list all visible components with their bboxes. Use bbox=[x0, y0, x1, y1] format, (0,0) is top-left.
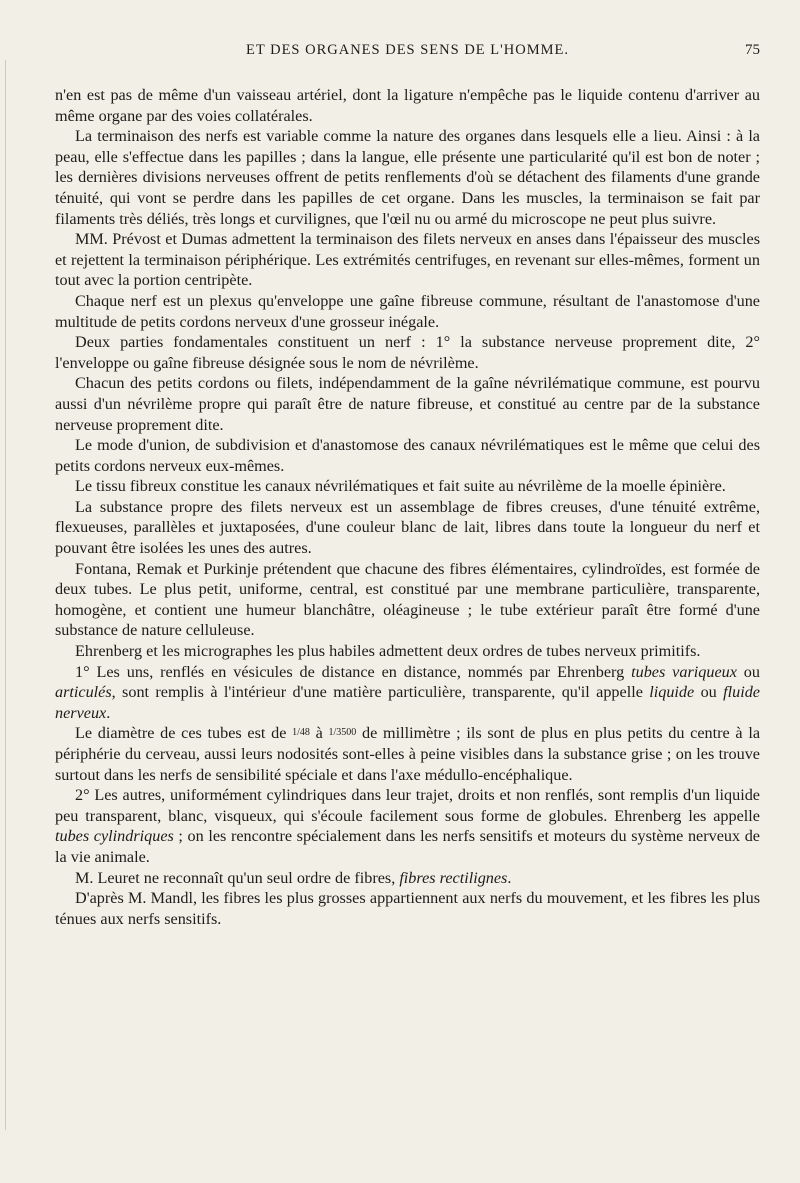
text-run: 2° Les autres, uniformément cylindriques dans leur trajet, droits et non renflés, sont remplis d'un liquide peu transparent, blanc, visqueux, qui s'écoule facilement sous forme de globules. Ehrenberg les appelle bbox=[55, 786, 760, 825]
paragraph: MM. Prévost et Dumas admettent la terminaison des filets nerveux en anses dans l'épaisseur des muscles et rejettent la terminaison périphérique. Les extrémités centrifuges, en revenant sur elles-mêmes, forment un tout avec la portion centripète. bbox=[55, 230, 760, 290]
italic-term: articulés bbox=[55, 683, 112, 702]
text-run: ou bbox=[736, 662, 760, 681]
paragraph-diametre bbox=[55, 723, 760, 785]
page-edge-shadow bbox=[5, 60, 6, 1130]
paragraph: Chacun des petits cordons ou filets, indépendamment de la gaîne névrilématique commune, est pourvu aussi d'un névrilème propre qui paraît être de nature fibreuse, et constitué au centre par de la substance nerveuse proprement dite. bbox=[55, 374, 760, 434]
italic-term: fibres rectilignes bbox=[399, 868, 508, 887]
fraction: 1/3500 bbox=[328, 727, 357, 739]
paragraph: Fontana, Remak et Purkinje prétendent que chacune des fibres élémentaires, cylindroïdes, est formée de deux tubes. Le plus petit, uniforme, central, est constitué par une membrane particulière, transparente, homogène, et contient une humeur blanchâtre, oléagineuse ; le tube extérieur paraît être formé d'une substance de nature celluleuse. bbox=[55, 559, 760, 640]
paragraph-leuret bbox=[55, 868, 760, 889]
text-run: . bbox=[106, 703, 111, 722]
fraction: 1/48 bbox=[292, 727, 310, 739]
paragraph: n'en est pas de même d'un vaisseau artériel, dont la ligature n'empêche pas le liquide contenu d'arriver au même organe par des voies collatérales. bbox=[55, 86, 760, 125]
text-run: ou bbox=[694, 683, 724, 702]
italic-term: fluide nerveux bbox=[55, 683, 760, 722]
paragraph: La terminaison des nerfs est variable comme la nature des organes dans lesquels elle a lieu. Ainsi : à la peau, elle s'effectue dans les papilles ; dans la langue, elle présente une particularité qu'il est bon de noter ; les dernières divisions nerveuses offrent de petits renflements d'où se détachent des filaments d'une grande ténuité, qui vont se perdre dans les papilles de cet organe. Dans les muscles, la terminaison se fait par filaments très déliés, très longs et curvilignes, que l'œil nu ou armé du microscope ne peut plus suivre. bbox=[55, 127, 760, 228]
italic-term: tubes variqueux bbox=[631, 662, 737, 681]
text-run: à bbox=[309, 724, 329, 743]
paragraph-tubes-cylindriques bbox=[55, 785, 760, 867]
text-run: M. Leuret ne reconnaît qu'un seul ordre de fibres, bbox=[75, 868, 400, 887]
italic-term: tubes cylindriques bbox=[55, 827, 174, 846]
page-number: 75 bbox=[745, 42, 760, 58]
text-run: 1° Les uns, renflés en vésicules de distance en distance, nommés par Ehrenberg bbox=[75, 662, 632, 681]
italic-term: liquide bbox=[649, 683, 695, 702]
paragraph: Ehrenberg et les micrographes les plus habiles admettent deux ordres de tubes nerveux primitifs. bbox=[75, 642, 701, 661]
paragraph-mandl: D'après M. Mandl, les fibres les plus grosses appartiennent aux nerfs du mouvement, et les fibres les plus ténues aux nerfs sensitifs. bbox=[55, 889, 760, 928]
paragraph: La substance propre des filets nerveux est un assemblage de fibres creuses, d'une ténuité extrême, flexueuses, parallèles et juxtaposées, d'une couleur blanc de lait, libres dans toute la longueur du nerf et pouvant être isolées les unes des autres. bbox=[55, 497, 760, 558]
paragraph: Deux parties fondamentales constituent un nerf : 1° la substance nerveuse proprement dite, 2° l'enveloppe ou gaîne fibreuse désignée sous le nom de névrilème. bbox=[55, 333, 760, 372]
text-run: . bbox=[507, 868, 512, 887]
running-head: ET DES ORGANES DES SENS DE L'HOMME. bbox=[246, 42, 569, 58]
paragraph: Le mode d'union, de subdivision et d'anastomose des canaux névrilématiques est le même que celui des petits cordons nerveux eux-mêmes. bbox=[55, 436, 760, 475]
page-header bbox=[55, 42, 760, 66]
paragraph: Chaque nerf est un plexus qu'enveloppe une gaîne fibreuse commune, résultant de l'anastomose d'une multitude de petits cordons nerveux d'une grosseur inégale. bbox=[55, 291, 760, 331]
text-run: Le diamètre de ces tubes est de bbox=[75, 724, 293, 743]
paragraph-tubes-variqueux bbox=[55, 662, 760, 724]
paragraph: Le tissu fibreux constitue les canaux névrilématiques et fait suite au névrilème de la moelle épinière. bbox=[75, 477, 726, 496]
text-run: de millimètre ; ils sont de plus en plus petits du centre à la périphérie du cerveau, aussi leurs nodosités sont-elles à peine visibles dans la substance grise ; on les trouve surtout dans les nerfs de sensibilité spéciale et dans l'axe médullo-encéphalique. bbox=[55, 724, 761, 784]
body-text bbox=[55, 85, 760, 929]
text-run: , sont remplis à l'intérieur d'une matière particulière, transparente, qu'il appelle bbox=[111, 683, 650, 702]
text-run: ; on les rencontre spécialement dans les nerfs sensitifs et moteurs du système nerveux de la vie animale. bbox=[55, 827, 760, 866]
